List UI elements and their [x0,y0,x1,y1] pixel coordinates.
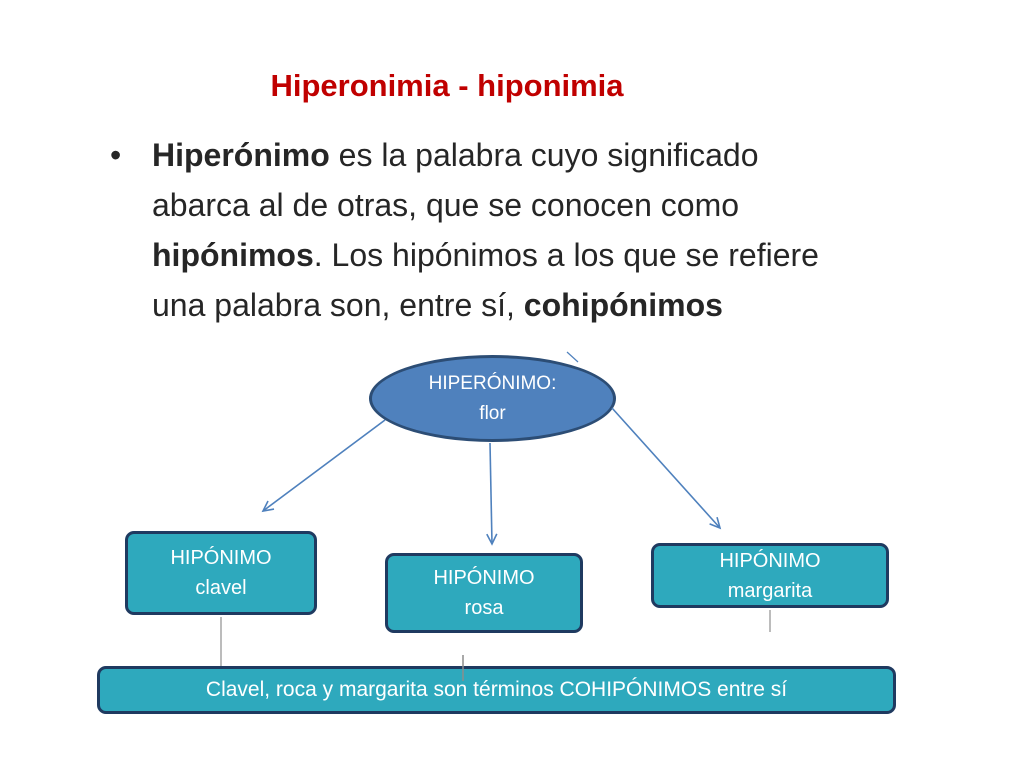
bullet-icon: • [110,137,122,173]
hyponym-word: rosa [464,597,504,619]
term-hiponimos: hipónimos [152,237,314,273]
hyponym-node-rosa [385,553,583,633]
slide-title: Hiperonimia - hiponimia [270,68,624,103]
hyponym-node-clavel [125,531,317,615]
hyponym-label: HIPÓNIMO [170,547,272,569]
arrow-to-margarita [612,408,720,528]
term-cohiponimos: cohipónimos [523,287,723,323]
cohyponyms-note: Clavel, roca y margarita son términos COHIPÓNIMOS entre sí [205,678,788,701]
hypernym-word: flor [479,402,506,424]
hyponym-word: clavel [195,577,247,599]
definition-text [152,130,1012,330]
arrow-to-rosa [490,443,492,544]
arrow-to-clavel [263,420,385,511]
hyponym-label: HIPÓNIMO [433,567,535,589]
hyponym-word: margarita [727,579,813,602]
definition-line-4-start: una palabra son, entre sí, [152,287,524,323]
term-hiperonimo: Hiperónimo [152,137,330,173]
hypernym-node [369,355,616,442]
definition-line-3 [152,230,1012,280]
hyponym-label: HIPÓNIMO [719,549,821,572]
definition-line-4 [152,280,1012,330]
hyponym-node-margarita [651,543,889,608]
definition-line-1-rest: es la palabra cuyo significado [329,137,759,173]
definition-line-2: abarca al de otras, que se conocen como [152,187,740,223]
definition-line-1 [152,130,1012,180]
definition-line-3-rest: . Los hipónimos a los que se refiere [313,237,819,273]
hypernym-label: HIPERÓNIMO: [428,372,557,394]
connector-stub [567,352,578,362]
cohyponyms-note-box [97,666,896,714]
